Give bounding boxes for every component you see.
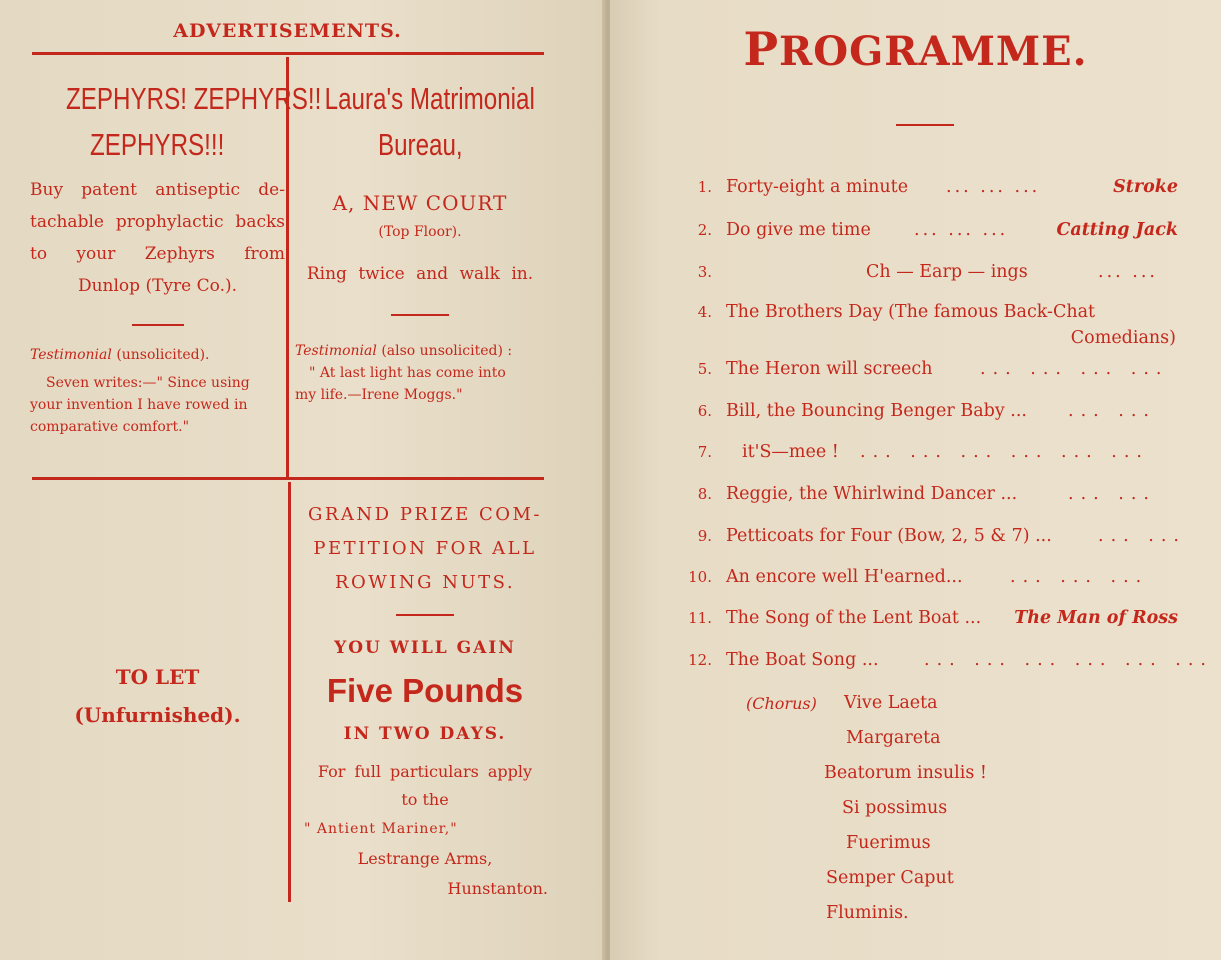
item-title: Do give me time: [726, 220, 871, 240]
programme-item: [680, 356, 1180, 382]
middle-horizontal-rule: [32, 477, 544, 480]
zephyrs-testimonial-label: Testimonial: [30, 346, 112, 363]
zephyrs-body-line: Dunlop (Tyre Co.).: [77, 276, 238, 296]
laura-testimonial-note: (also unsolicited) :: [381, 342, 513, 359]
item-number: 3.: [697, 263, 712, 281]
zephyrs-testimonial-line: comparative comfort.": [30, 418, 190, 435]
programme-title-rest: ROGRAMME.: [779, 28, 1088, 75]
item-dots: ... ... ... ...: [980, 359, 1169, 379]
item-title: The Song of the Lent Boat ...: [726, 608, 982, 628]
programme-item: [680, 647, 1213, 673]
competition-prize: Five Pounds: [326, 671, 524, 709]
chorus-label: (Chorus): [746, 694, 817, 713]
laura-advert: [295, 76, 545, 406]
zephyrs-testimonial-note: (unsolicited).: [116, 346, 210, 363]
programme-item: [680, 564, 1180, 590]
item-title: The Brothers Day (The famous Back-Chat: [726, 302, 1096, 322]
item-number: 1.: [697, 178, 712, 196]
vertical-rule-lower: [288, 482, 291, 902]
laura-testimonial-line: my life.—Irene Moggs.": [295, 386, 463, 403]
competition-gain-line: YOU WILL GAIN: [334, 637, 516, 658]
item-dots: ... ...: [1068, 401, 1156, 421]
advertisements-heading: ADVERTISEMENTS.: [173, 20, 402, 42]
chorus-line: Si possimus: [842, 798, 948, 818]
item-title: An encore well H'earned...: [726, 567, 963, 587]
zephyrs-testimonial-line: Seven writes:—" Since using: [46, 374, 250, 391]
zephyrs-title-line1: ZEPHYRS! ZEPHYRS!!: [66, 81, 322, 116]
item-title: it'S—mee !: [742, 442, 839, 462]
programme-title-initial: P: [743, 22, 780, 76]
chorus-line: Vive Laeta: [844, 693, 938, 713]
item-dots: ... ... ...: [914, 220, 1009, 240]
item-title: The Heron will screech: [726, 359, 933, 379]
programme-item: [680, 398, 1180, 424]
zephyrs-body-line: Buy patent antiseptic de-: [30, 180, 285, 200]
chorus-line: Semper Caput Fluminis.: [826, 868, 954, 923]
programme-title: [610, 22, 1221, 76]
item-dots: ... ... ...: [1010, 567, 1149, 587]
item-title-continued: Comedians): [1070, 328, 1176, 348]
competition-town: Hunstanton.: [447, 878, 548, 898]
item-number: 10.: [688, 568, 712, 586]
item-number: 8.: [697, 485, 712, 503]
programme-item: [680, 439, 1180, 465]
programme-item: [680, 605, 1180, 631]
top-rule: [32, 52, 544, 55]
item-performer: Catting Jack: [1056, 220, 1178, 240]
zephyrs-body-line: tachable prophylactic backs: [30, 212, 285, 232]
laura-floor: (Top Floor).: [378, 224, 462, 240]
item-number: 11.: [688, 609, 712, 627]
competition-line: GRAND PRIZE COM-: [307, 504, 543, 525]
item-dots: ... ...: [1098, 262, 1158, 282]
zephyrs-testimonial-line: your invention I have rowed in: [30, 396, 248, 413]
item-number: 7.: [697, 443, 712, 461]
item-title: Ch — Earp — ings: [866, 262, 1028, 282]
item-number: 6.: [697, 402, 712, 420]
laura-title-line2: Bureau,: [377, 127, 463, 162]
competition-advert: [300, 498, 550, 904]
laura-instruction: Ring twice and walk in.: [306, 264, 534, 284]
item-title: Forty-eight a minute: [726, 177, 909, 197]
item-performer: Stroke: [1113, 177, 1178, 197]
item-dots: ... ...: [1098, 526, 1186, 546]
laura-testimonial-label: Testimonial: [295, 342, 377, 359]
competition-line: ROWING NUTS.: [334, 572, 516, 593]
to-let-line1: TO LET: [115, 665, 200, 689]
programme-item: [680, 523, 1186, 549]
programme-item: [680, 481, 1180, 507]
item-number: 4.: [697, 303, 712, 321]
competition-contact: " Antient Mariner,": [304, 820, 458, 837]
competition-venue: Lestrange Arms,: [357, 848, 493, 868]
programme-item: [680, 299, 1180, 351]
zephyrs-title-line2: ZEPHYRS!!!: [90, 127, 225, 162]
item-dots: ... ... ... ... ... ...: [860, 442, 1149, 462]
item-title: The Boat Song ...: [726, 650, 879, 670]
competition-details-line: to the: [401, 789, 449, 809]
programme-item: [680, 217, 1180, 243]
item-number: 9.: [697, 527, 712, 545]
item-dots: ... ...: [1068, 484, 1156, 504]
item-title: Reggie, the Whirlwind Dancer ...: [726, 484, 1018, 504]
chorus-line: Fuerimus: [846, 833, 931, 853]
item-dots: ... ... ...: [946, 177, 1041, 197]
chorus-block: [740, 686, 1040, 923]
laura-address: A, NEW COURT: [332, 191, 508, 215]
laura-testimonial-line: " At last light has come into: [309, 364, 506, 381]
competition-details-line: For full particulars apply: [317, 761, 533, 781]
laura-title-line1: Laura's Matrimonial: [324, 81, 535, 116]
item-performer: The Man of Ross: [1014, 608, 1178, 628]
chorus-line: Beatorum insulis !: [824, 763, 987, 783]
to-let-advert: [30, 658, 285, 734]
zephyrs-advert: [30, 76, 322, 438]
programme-title-rule: [896, 124, 954, 126]
chorus-line: Margareta: [846, 728, 941, 748]
item-title: Petticoats for Four (Bow, 2, 5 & 7) ...: [726, 526, 1052, 546]
zephyrs-body-line: to your Zephyrs from: [30, 244, 285, 264]
item-title: Bill, the Bouncing Benger Baby ...: [726, 401, 1027, 421]
programme-item: [680, 259, 1180, 285]
competition-period: IN TWO DAYS.: [343, 723, 507, 744]
item-number: 12.: [688, 651, 712, 669]
competition-line: PETITION FOR ALL: [313, 538, 537, 559]
programme-item: [680, 174, 1180, 200]
item-number: 5.: [697, 360, 712, 378]
item-number: 2.: [697, 221, 712, 239]
item-dots: ... ... ... ... ... ...: [924, 650, 1213, 670]
to-let-line2: (Unfurnished).: [74, 703, 241, 727]
